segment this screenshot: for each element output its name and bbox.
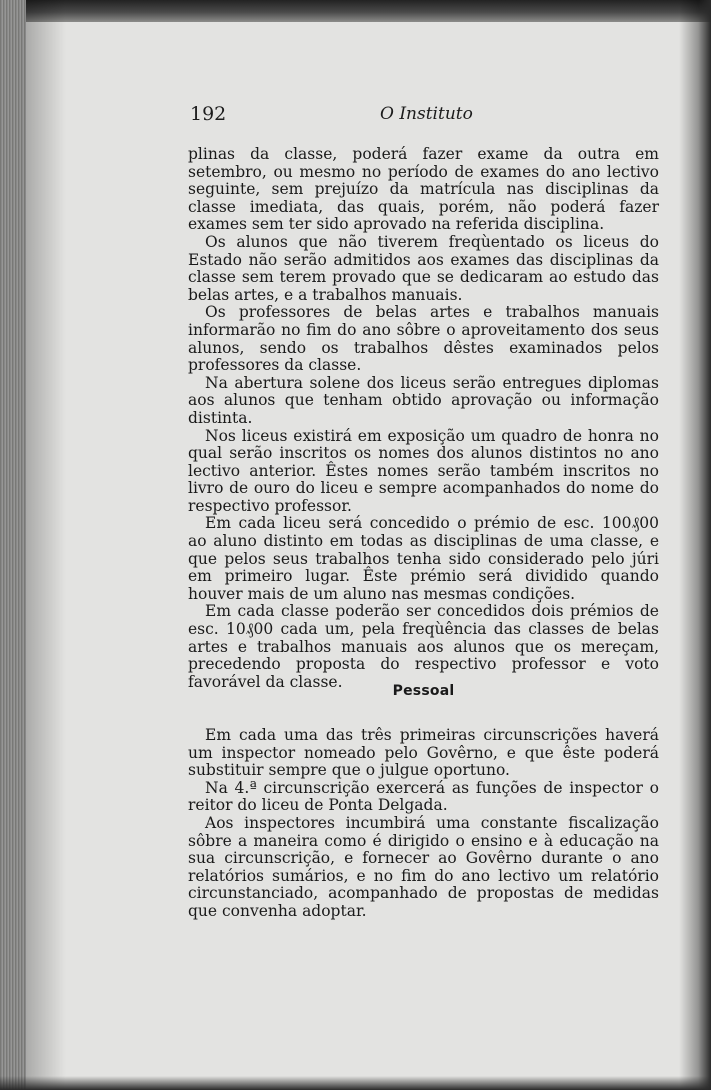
- paragraph: Nos liceus existirá em exposição um quadro de honra no qual serão inscritos os nomes dos alunos distintos no ano lectivo anterior. Êstes nomes serão também inscritos no livro de ouro do liceu e sempre acompanhados do nome do respectivo professor.: [188, 426, 659, 515]
- paragraph: Em cada uma das três primeiras circunscrições haverá um inspector nomeado pelo Govêrno, e que êste poderá substituir sempre que o julgue oportuno.: [188, 726, 659, 780]
- paragraph: plinas da classe, poderá fazer exame da outra em setembro, ou mesmo no período de exames do ano lectivo seguinte, sem prejuízo da matrícula nas disciplinas da classe imediata, das quais, porém, não poderá fazer exames sem ter sido aprovado na referida disciplina.: [188, 145, 659, 234]
- paragraph: Os alunos que não tiverem freqùentado os liceus do Estado não serão admitidos aos exames das disciplinas da classe sem terem provado que se dedicaram ao estudo das belas artes, e a trabalhos manuais.: [188, 232, 659, 304]
- section-heading: Pessoal: [392, 683, 455, 699]
- running-title: O Instituto: [380, 104, 473, 124]
- paragraph: Os professores de belas artes e trabalhos manuais informarão no fim do ano sôbre o aproveitamento dos seus alunos, sendo os trabalhos dêstes examinados pelos professores da classe.: [188, 303, 659, 375]
- paragraph: Na 4.ª circunscrição exercerá as funções de inspector o reitor do liceu de Ponta Delgada.: [188, 778, 659, 815]
- book-spine-edge: [0, 0, 26, 1090]
- running-header: [190, 103, 660, 131]
- body-text: [188, 146, 659, 691]
- paragraph: Na abertura solene dos liceus serão entregues diplomas aos alunos que tenham obtido aprovação ou informação distinta.: [188, 373, 659, 427]
- paragraph: Em cada classe poderão ser concedidos dois prémios de esc. 10₰00 cada um, pela freqùência das classes de belas artes e trabalhos manuais aos alunos que os mereçam, precedendo proposta do respectivo professor e voto favorável da classe.: [188, 602, 659, 691]
- page-top-edge: [0, 0, 711, 22]
- paragraph: Em cada liceu será concedido o prémio de esc. 100₰00 ao aluno distinto em todas as disciplinas de uma classe, e que pelos seus trabalhos tenha sido considerado pelo júri em primeiro lugar. Êste prémio será dividido quando houver mais de um aluno nas mesmas condições.: [188, 514, 659, 603]
- page-bottom-edge: [0, 1076, 711, 1090]
- section-body-text: [188, 727, 659, 921]
- gutter-shadow: [26, 0, 66, 1090]
- page-right-edge: [679, 0, 711, 1090]
- paragraph: Aos inspectores incumbirá uma constante fiscalização sôbre a maneira como é dirigido o ensino e à educação na sua circunscrição, e fornecer ao Govêrno durante o ano relatórios sumários, e no fim do ano lectivo um relatório circunstanciado, acompanhado de propostas de medidas que convenha adoptar.: [188, 813, 659, 920]
- page-number: 192: [190, 103, 227, 125]
